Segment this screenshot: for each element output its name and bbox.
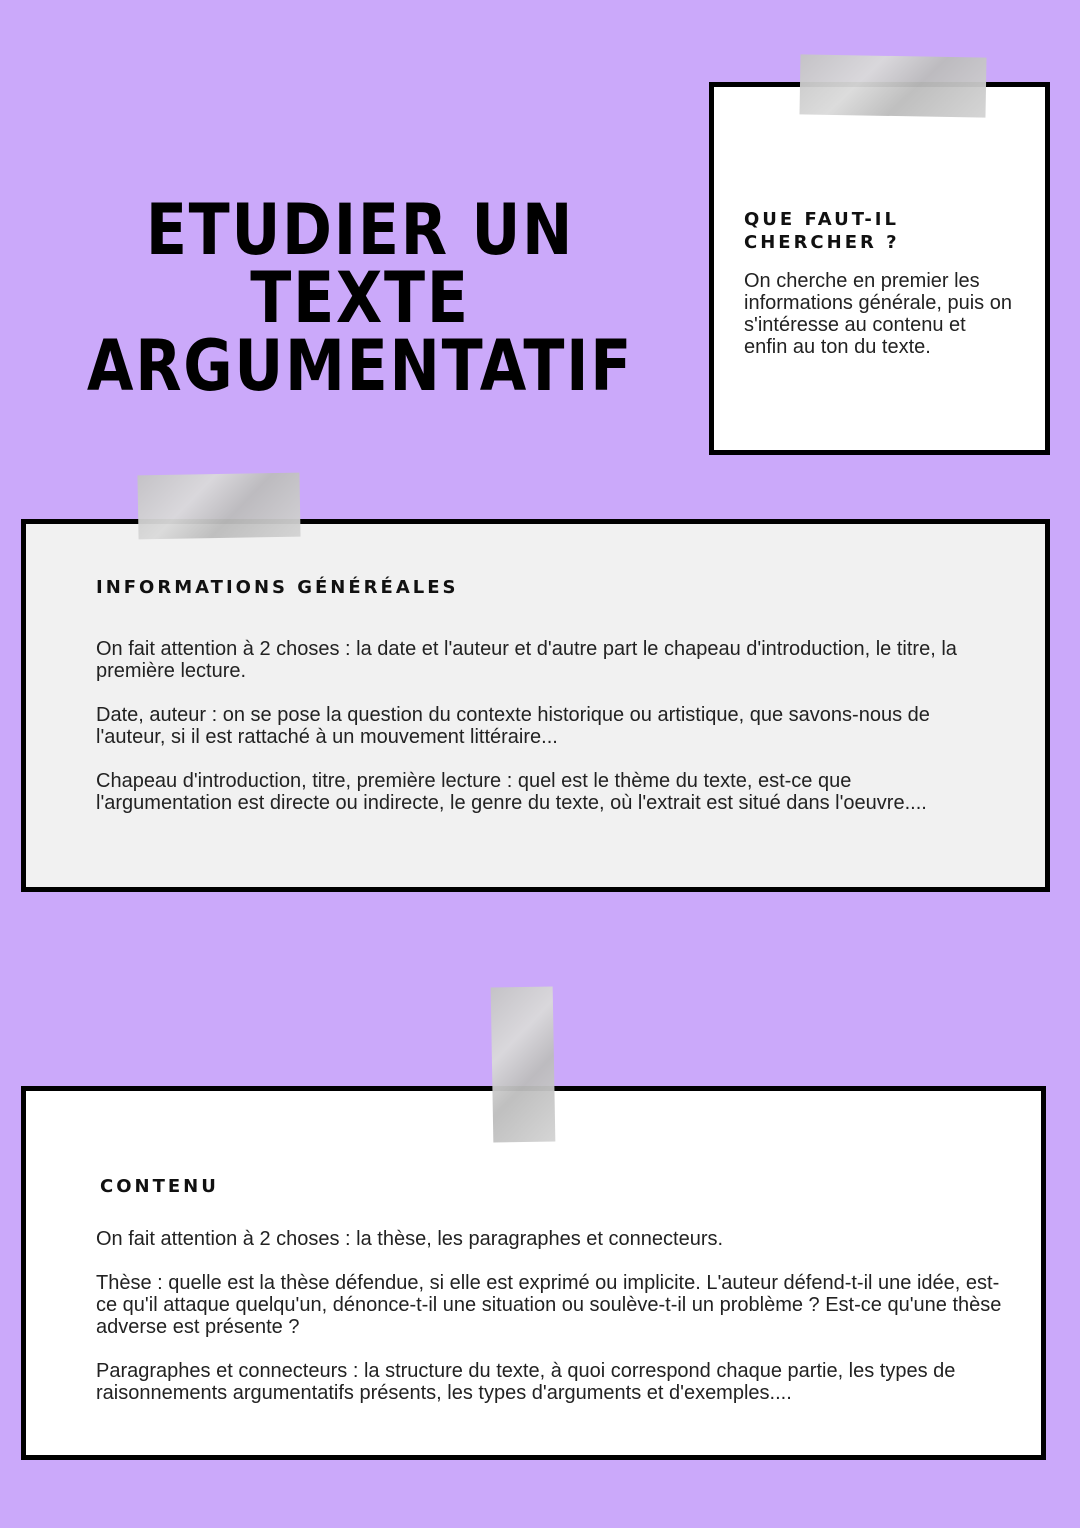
page-title: [85, 189, 635, 407]
tip-heading-line-1: QUE FAUT-IL: [744, 209, 899, 230]
tape-strip-info: [137, 473, 300, 540]
tip-card: [709, 82, 1050, 455]
content-heading: CONTENU: [100, 1176, 219, 1197]
content-paragraph: Paragraphes et connecteurs : la structure du texte, à quoi correspond chaque partie, les types de raisonnements argumentatifs présents, les types d'arguments et d'exemples....: [96, 1360, 956, 1404]
tip-text-block: [744, 270, 1014, 380]
tape-strip-content: [491, 986, 556, 1142]
page-title-line-1: ETUDIER UN TEXTE: [145, 189, 575, 339]
tape-strip-tip: [799, 54, 986, 117]
general-info-text-block: [96, 638, 976, 836]
general-info-paragraph: Chapeau d'introduction, titre, première lecture : quel est le thème du texte, est-ce que l'argumentation est directe ou indirecte, le genre du texte, où l'extrait est situé dans l'oeuvre....: [96, 770, 927, 814]
general-info-paragraph: Date, auteur : on se pose la question du contexte historique ou artistique, que savons-nous de l'auteur, si il est rattaché à un mouvement littéraire...: [96, 704, 930, 748]
content-paragraph: On fait attention à 2 choses : la thèse, les paragraphes et connecteurs.: [96, 1228, 724, 1250]
general-info-paragraph: On fait attention à 2 choses : la date et l'auteur et d'autre part le chapeau d'introduction, le titre, la première lecture.: [96, 638, 957, 682]
tip-heading: [744, 208, 900, 254]
page-title-line-2: ARGUMENTATIF: [86, 325, 634, 407]
tip-heading-line-2: CHERCHER ?: [744, 232, 900, 253]
general-info-heading: INFORMATIONS GÉNÉRÉALES: [96, 577, 459, 598]
content-text-block: [96, 1228, 1016, 1426]
tip-text: On cherche en premier les informations générale, puis on s'intéresse au contenu et enfin au ton du texte.: [744, 270, 1012, 358]
content-paragraph: Thèse : quelle est la thèse défendue, si elle est exprimé ou implicite. L'auteur défend-t-il une idée, est-ce qu'il attaque quelqu'un, dénonce-t-il une situation ou soulève-t-il un problème ? Est-ce qu'une thèse adverse est présente ?: [96, 1272, 1002, 1338]
